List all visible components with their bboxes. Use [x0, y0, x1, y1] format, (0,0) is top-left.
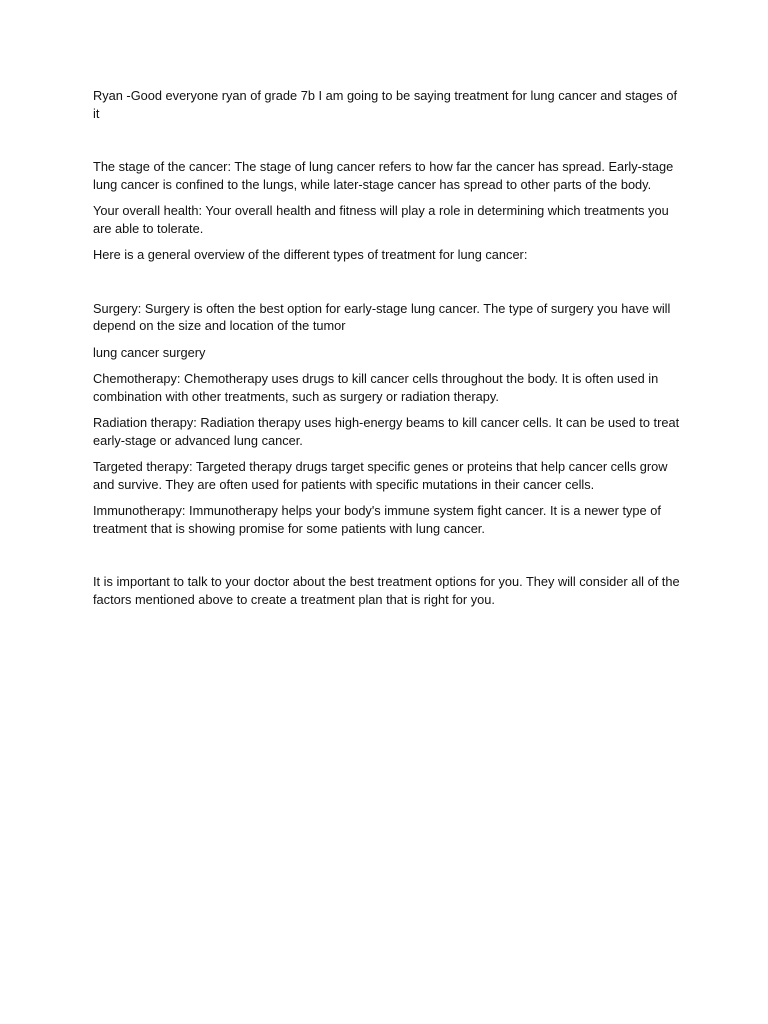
- immunotherapy-paragraph: Immunotherapy: Immunotherapy helps your body's immune system fight cancer. It is a newer type of treatment that is showing promise for some patients with lung cancer.: [93, 503, 661, 536]
- document-body: [93, 87, 683, 608]
- radiation-therapy-paragraph: Radiation therapy: Radiation therapy uses high-energy beams to kill cancer cells. It can be used to treat early-stage or advanced lung cancer.: [93, 415, 680, 448]
- intro-paragraph: Ryan -Good everyone ryan of grade 7b I am going to be saying treatment for lung cancer and stages of it: [93, 88, 678, 121]
- chemotherapy-paragraph: Chemotherapy: Chemotherapy uses drugs to kill cancer cells throughout the body. It is often used in combination with other treatments, such as surgery or radiation therapy.: [93, 371, 659, 404]
- targeted-therapy-paragraph: Targeted therapy: Targeted therapy drugs target specific genes or proteins that help cancer cells grow and survive. They are often used for patients with specific mutations in their cancer cells.: [93, 459, 668, 492]
- conclusion-paragraph: It is important to talk to your doctor about the best treatment options for you. They will consider all of the factors mentioned above to create a treatment plan that is right for you.: [93, 574, 680, 607]
- surgery-paragraph: Surgery: Surgery is often the best option for early-stage lung cancer. The type of surgery you have will depend on the size and location of the tumor: [93, 300, 671, 333]
- overall-health-paragraph: Your overall health: Your overall health and fitness will play a role in determining which treatments you are able to tolerate.: [93, 203, 669, 236]
- cancer-stage-paragraph: The stage of the cancer: The stage of lung cancer refers to how far the cancer has spread. Early-stage lung cancer is confined to the lungs, while later-stage cancer has spread to other parts of the body.: [93, 159, 674, 192]
- overview-paragraph: Here is a general overview of the different types of treatment for lung cancer:: [93, 247, 528, 262]
- surgery-caption: lung cancer surgery: [93, 344, 206, 360]
